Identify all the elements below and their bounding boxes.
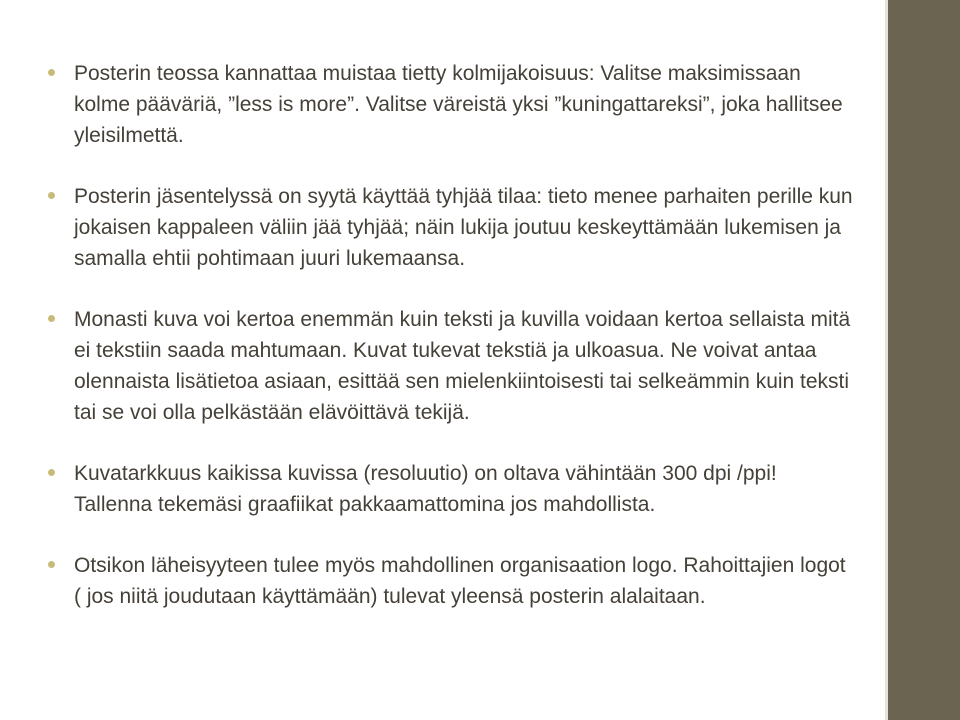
- bullet-text: Otsikon läheisyyteen tulee myös mahdollinen organisaation logo. Rahoittajien logot ( jos niitä joudutaan käyttämään) tulevat yleensä posterin alalaitaan.: [74, 554, 846, 608]
- bullet-text: Kuvatarkkuus kaikissa kuvissa (resoluutio) on oltava vähintään 300 dpi /ppi! Tallenna tekemäsi graafiikat pakkaamattomina jos mahdollista.: [74, 462, 777, 516]
- bullet-item: [46, 550, 858, 612]
- bullet-dot-icon: [48, 561, 55, 568]
- bullet-item: [46, 458, 858, 520]
- bullet-dot-icon: [48, 69, 55, 76]
- bullet-list: [46, 58, 858, 612]
- decorative-side-bar: [888, 0, 960, 720]
- bullet-item: [46, 58, 858, 151]
- bullet-text: Monasti kuva voi kertoa enemmän kuin teksti ja kuvilla voidaan kertoa sellaista mitä ei tekstiin saada mahtumaan. Kuvat tukevat tekstiä ja ulkoasua. Ne voivat antaa olennaista lisätietoa asiaan, esittää sen mielenkiintoisesti tai selkeämmin kuin teksti tai se voi olla pelkästään elävöittävä tekijä.: [74, 308, 851, 424]
- bullet-text: Posterin jäsentelyssä on syytä käyttää tyhjää tilaa: tieto menee parhaiten perille kun jokaisen kappaleen väliin jää tyhjää; näin lukija joutuu keskeyttämään lukemisen ja samalla ehtii pohtimaan juuri lukemaansa.: [74, 185, 853, 270]
- bullet-dot-icon: [48, 315, 55, 322]
- bullet-item: [46, 181, 858, 274]
- bullet-dot-icon: [48, 469, 55, 476]
- bullet-text: Posterin teossa kannattaa muistaa tietty kolmijakoisuus: Valitse maksimissaan kolme pääväriä, ”less is more”. Valitse väreistä yksi ”kuningattareksi”, joka hallitsee yleisilmettä.: [74, 62, 843, 147]
- bullet-dot-icon: [48, 192, 55, 199]
- bullet-item: [46, 304, 858, 428]
